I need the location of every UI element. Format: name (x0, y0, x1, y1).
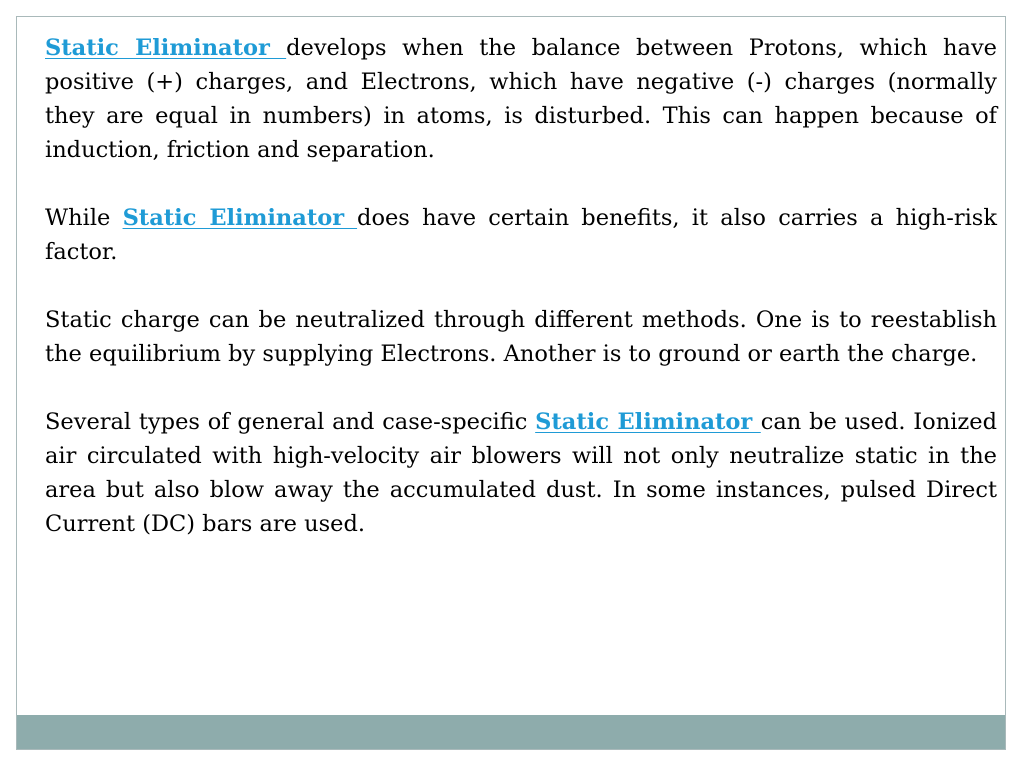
static-eliminator-link-3[interactable]: Static Eliminator (535, 409, 761, 435)
paragraph-2-before: While (45, 205, 123, 231)
paragraph-2-after: does have certain benefits, it also carries a high-risk factor. (45, 205, 997, 265)
static-eliminator-link-1[interactable]: Static Eliminator (45, 35, 287, 61)
paragraph-3-text: Static charge can be neutralized through different methods. One is to reestablish the equilibrium by supplying Electrons. Another is to ground or earth the charge. (45, 307, 997, 367)
paragraph-4-before: Several types of general and case-specific (45, 409, 536, 435)
paragraph-4-after: can be used. Ionized air circulated with high-velocity air blowers will not only neutralize static in the area but also blow away the accumulated dust. In some instances, pulsed Direct Current (DC) bars are used. (45, 409, 997, 537)
paragraph-1 (45, 31, 997, 167)
slide-frame (16, 16, 1006, 750)
paragraph-3 (45, 303, 997, 371)
footer-bar (17, 715, 1005, 749)
static-eliminator-link-2[interactable]: Static Eliminator (122, 205, 358, 231)
paragraph-4 (45, 405, 997, 541)
paragraph-2 (45, 201, 997, 269)
slide-content (45, 31, 997, 575)
paragraph-1-text: develops when the balance between Protons, which have positive (+) charges, and Electrons, which have negative (-) charges (normally they are equal in numbers) in atoms, is disturbed. This can happen because of induction, friction and separation. (45, 35, 997, 163)
